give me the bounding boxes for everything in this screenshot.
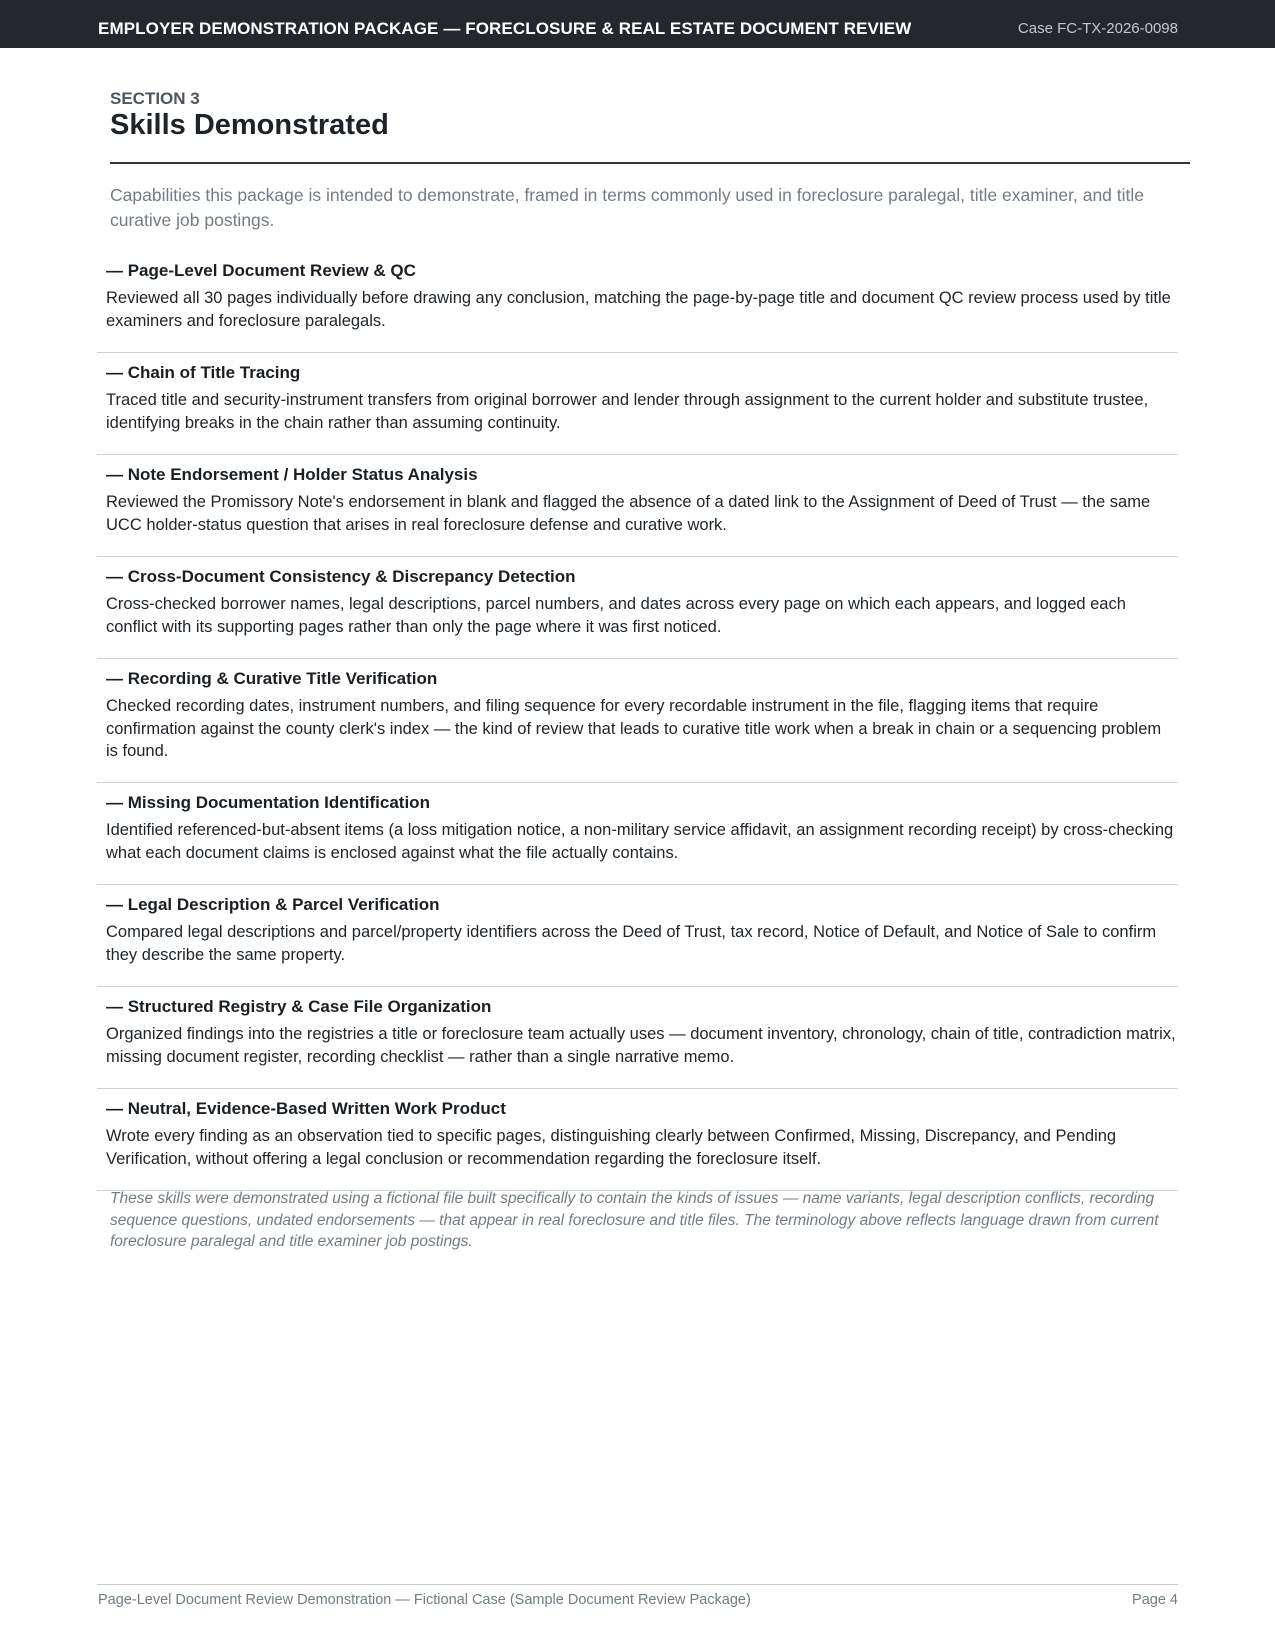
title-divider — [110, 162, 1190, 164]
skill-description: Organized findings into the registries a title or foreclosure team actually uses — document inventory, chronology, chain of title, contradiction matrix, missing document register, recording checklist — rather than a single narrative memo. — [106, 1025, 1176, 1066]
header-title: EMPLOYER DEMONSTRATION PACKAGE — FORECLOSURE & REAL ESTATE DOCUMENT REVIEW — [98, 19, 912, 38]
skill-description: Reviewed the Promissory Note's endorsement in blank and flagged the absence of a dated link to the Assignment of Deed of Trust — the same UCC holder-status question that arises in real foreclosure defense and curative work. — [106, 493, 1151, 534]
skill-name: — Cross-Document Consistency & Discrepancy Detection — [106, 567, 576, 586]
skill-name: — Structured Registry & Case File Organization — [106, 997, 492, 1016]
skill-name: — Page-Level Document Review & QC — [106, 261, 416, 280]
skill-item — [97, 1089, 1178, 1191]
skill-item — [97, 455, 1178, 557]
footer-divider — [97, 1584, 1178, 1585]
closing-note: These skills were demonstrated using a fictional file built specifically to contain the kinds of issues — name variants, legal description conflicts, recording sequence questions, undated endorsements — that appear in real foreclosure and title files. The terminology above reflects language drawn from current foreclosure paralegal and title examiner job postings. — [110, 1190, 1159, 1250]
page-number: Page 4 — [1132, 1592, 1178, 1608]
skill-name: — Missing Documentation Identification — [106, 793, 430, 812]
skill-name: — Neutral, Evidence-Based Written Work Product — [106, 1099, 506, 1118]
skill-name: — Note Endorsement / Holder Status Analysis — [106, 465, 478, 484]
skill-description: Wrote every finding as an observation tied to specific pages, distinguishing clearly between Confirmed, Missing, Discrepancy, and Pending Verification, without offering a legal conclusion or recommendation regarding the foreclosure itself. — [106, 1127, 1117, 1168]
skill-description: Identified referenced-but-absent items (a loss mitigation notice, a non-military service affidavit, an assignment recording receipt) by cross-checking what each document claims is enclosed against what the file actually contains. — [106, 821, 1174, 862]
section-intro: Capabilities this package is intended to demonstrate, framed in terms commonly used in foreclosure paralegal, title examiner, and title curative job postings. — [110, 185, 1145, 230]
skill-description: Cross-checked borrower names, legal descriptions, parcel numbers, and dates across every page on which each appears, and logged each conflict with its supporting pages rather than only the page where it was first noticed. — [106, 595, 1126, 636]
skill-item — [97, 987, 1178, 1089]
footer-text: Page-Level Document Review Demonstration — Fictional Case (Sample Document Review Package) — [98, 1592, 751, 1608]
skill-item — [97, 659, 1178, 783]
header-bar — [0, 0, 1275, 48]
section-title: Skills Demonstrated — [110, 109, 389, 141]
skill-description: Compared legal descriptions and parcel/property identifiers across the Deed of Trust, tax record, Notice of Default, and Notice of Sale to confirm they describe the same property. — [106, 923, 1157, 964]
skill-name: — Recording & Curative Title Verification — [106, 669, 438, 688]
skills-list — [97, 251, 1178, 1191]
skill-item — [97, 557, 1178, 659]
skill-name: — Chain of Title Tracing — [106, 363, 301, 382]
skill-name: — Legal Description & Parcel Verification — [106, 895, 440, 914]
skill-item — [97, 353, 1178, 455]
skill-item — [97, 251, 1178, 353]
skill-item — [97, 783, 1178, 885]
skill-description: Reviewed all 30 pages individually before drawing any conclusion, matching the page-by-page title and document QC review process used by title examiners and foreclosure paralegals. — [106, 289, 1171, 330]
skill-description: Traced title and security-instrument transfers from original borrower and lender through assignment to the current holder and substitute trustee, identifying breaks in the chain rather than assuming continuity. — [106, 391, 1149, 432]
section-label: SECTION 3 — [110, 89, 200, 108]
skill-description: Checked recording dates, instrument numbers, and filing sequence for every recordable instrument in the file, flagging items that require confirmation against the county clerk's index — the kind of review that leads to curative title work when a break in chain or a sequencing problem is found. — [106, 697, 1162, 760]
case-number: Case FC-TX-2026-0098 — [1017, 20, 1178, 37]
skill-item — [97, 885, 1178, 987]
